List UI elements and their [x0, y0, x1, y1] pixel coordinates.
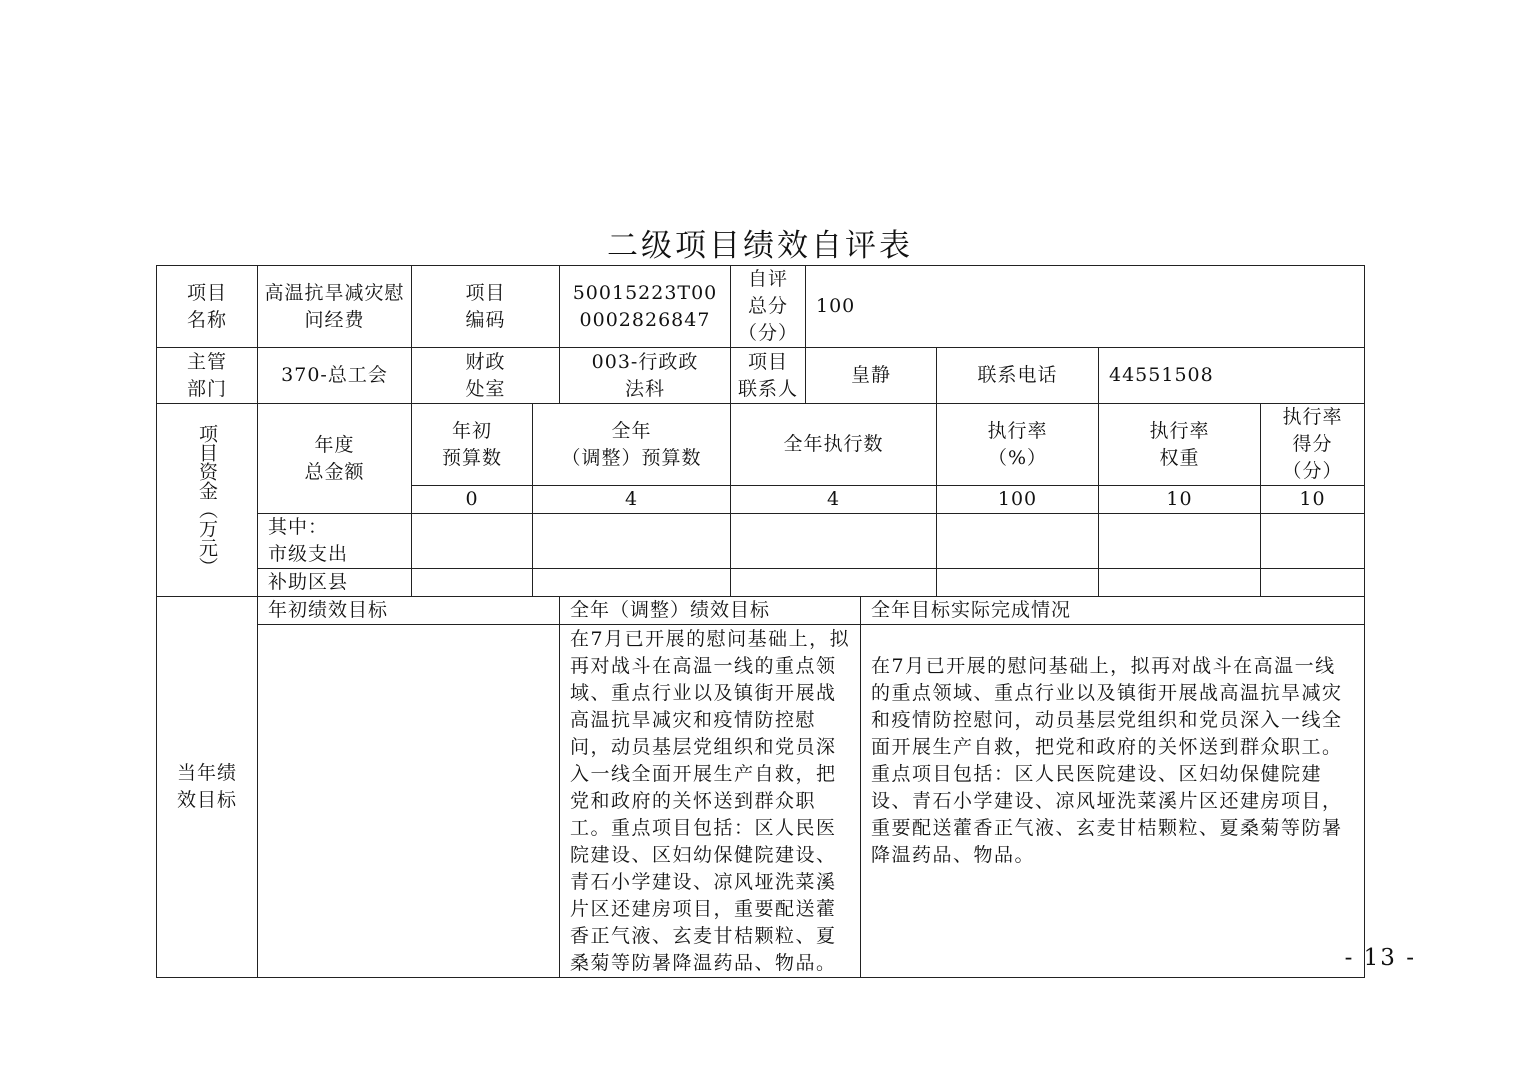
row-department-info: [157, 348, 1365, 404]
project-code-label: 项目 编码: [412, 266, 560, 348]
contact-label: 项目 联系人: [731, 348, 806, 404]
funds-initial-value: 0: [412, 486, 533, 514]
dept-value: 370-总工会: [258, 348, 412, 404]
row-funds-header: [157, 404, 1365, 486]
funds-score-header: 执行率 得分 （分）: [1261, 404, 1365, 486]
funds-score-value: 10: [1261, 486, 1365, 514]
funds-adjusted-header: 全年 （调整）预算数: [533, 404, 731, 486]
row-funds-district: [157, 569, 1365, 597]
funds-rate-header: 执行率 （%）: [937, 404, 1099, 486]
goals-actual-header: 全年目标实际完成情况: [861, 597, 1365, 625]
funds-city-adjusted: [533, 514, 731, 569]
funds-district-executed: [731, 569, 937, 597]
funds-section-label: 项目资金（万元）: [196, 424, 218, 576]
funds-rate-value: 100: [937, 486, 1099, 514]
goals-initial-text: [258, 625, 560, 978]
goals-actual-text: 在7月已开展的慰问基础上，拟再对战斗在高温一线的重点领域、重点行业以及镇街开展战高温抗旱减灾和疫情防控慰问，动员基层党组织和党员深入一线全面开展生产自救，把党和政府的关怀送到群众职工。重点项目包括：区人民医院建设、区妇幼保健院建设、青石小学建设、凉风垭洗菜溪片区还建房项目，重要配送藿香正气液、玄麦甘桔颗粒、夏桑菊等防暑降温药品、物品。: [861, 625, 1365, 978]
funds-district-initial: [412, 569, 533, 597]
funds-section-cell: [157, 404, 258, 597]
page-number: - 13 -: [1344, 945, 1416, 971]
project-code-value: 50015223T00 0002826847: [560, 266, 731, 348]
funds-district-label: 补助区县: [258, 569, 412, 597]
phone-value: 44551508: [1099, 348, 1365, 404]
funds-district-score: [1261, 569, 1365, 597]
goals-adjusted-header: 全年（调整）绩效目标: [560, 597, 861, 625]
funds-city-initial: [412, 514, 533, 569]
finance-office-label: 财政 处室: [412, 348, 560, 404]
funds-district-rate: [937, 569, 1099, 597]
funds-city-weight: [1099, 514, 1261, 569]
row-goals-content: [157, 625, 1365, 978]
finance-office-value: 003-行政政 法科: [560, 348, 731, 404]
funds-total-header: 年度 总金额: [258, 404, 412, 514]
row-goals-header: [157, 597, 1365, 625]
funds-executed-value: 4: [731, 486, 937, 514]
funds-district-adjusted: [533, 569, 731, 597]
funds-city-score: [1261, 514, 1365, 569]
funds-adjusted-value: 4: [533, 486, 731, 514]
goals-initial-header: 年初绩效目标: [258, 597, 560, 625]
row-funds-city: [157, 514, 1365, 569]
funds-executed-header: 全年执行数: [731, 404, 937, 486]
contact-value: 皇静: [806, 348, 937, 404]
funds-district-weight: [1099, 569, 1261, 597]
project-name-label: 项目 名称: [157, 266, 258, 348]
self-score-label: 自评 总分 （分）: [731, 266, 806, 348]
page-title: 二级项目绩效自评表: [607, 228, 913, 264]
goals-adjusted-text: 在7月已开展的慰问基础上，拟再对战斗在高温一线的重点领域、重点行业以及镇街开展战高温抗旱减灾和疫情防控慰问，动员基层党组织和党员深入一线全面开展生产自救，把党和政府的关怀送到群众职工。重点项目包括：区人民医院建设、区妇幼保健院建设、青石小学建设、凉风垭洗菜溪片区还建房项目，重要配送藿香正气液、玄麦甘桔颗粒、夏桑菊等防暑降温药品、物品。: [560, 625, 861, 978]
goals-section-label: 当年绩 效目标: [157, 597, 258, 978]
funds-city-label: 其中： 市级支出: [258, 514, 412, 569]
funds-weight-header: 执行率 权重: [1099, 404, 1261, 486]
funds-initial-header: 年初 预算数: [412, 404, 533, 486]
evaluation-table: [156, 265, 1365, 978]
self-score-value: 100: [806, 266, 1365, 348]
dept-label: 主管 部门: [157, 348, 258, 404]
funds-weight-value: 10: [1099, 486, 1261, 514]
project-name-value: 高温抗旱减灾慰 问经费: [258, 266, 412, 348]
funds-city-rate: [937, 514, 1099, 569]
phone-label: 联系电话: [937, 348, 1099, 404]
row-project-info: [157, 266, 1365, 348]
funds-city-executed: [731, 514, 937, 569]
